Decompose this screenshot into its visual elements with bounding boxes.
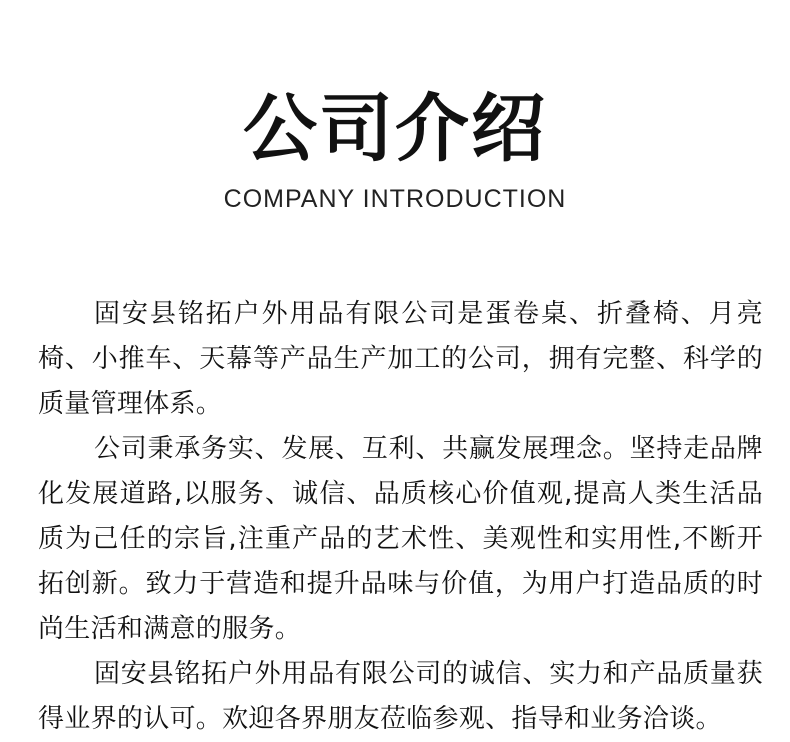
page-subtitle: COMPANY INTRODUCTION [223,185,567,213]
intro-paragraph-3: 固安县铭拓户外用品有限公司的诚信、实力和产品质量获得业界的认可。欢迎各界朋友莅临参观、指导和业务洽谈。 [38,659,763,734]
page-header [0,84,790,214]
page-title: 公司介绍 [243,86,547,172]
intro-paragraph-2: 公司秉承务实、发展、互利、共赢发展理念。坚持走品牌化发展道路,以服务、诚信、品质核心价值观,提高人类生活品质为己任的宗旨,注重产品的艺术性、美观性和实用性,不断开拓创新。致力于营造和提升品味与价值，为用户打造品质的时尚生活和满意的服务。 [38,434,763,644]
intro-paragraph-1: 固安县铭拓户外用品有限公司是蛋卷桌、折叠椅、月亮椅、小推车、天幕等产品生产加工的公司，拥有完整、科学的质量管理体系。 [38,299,763,419]
introduction-body [38,292,763,742]
